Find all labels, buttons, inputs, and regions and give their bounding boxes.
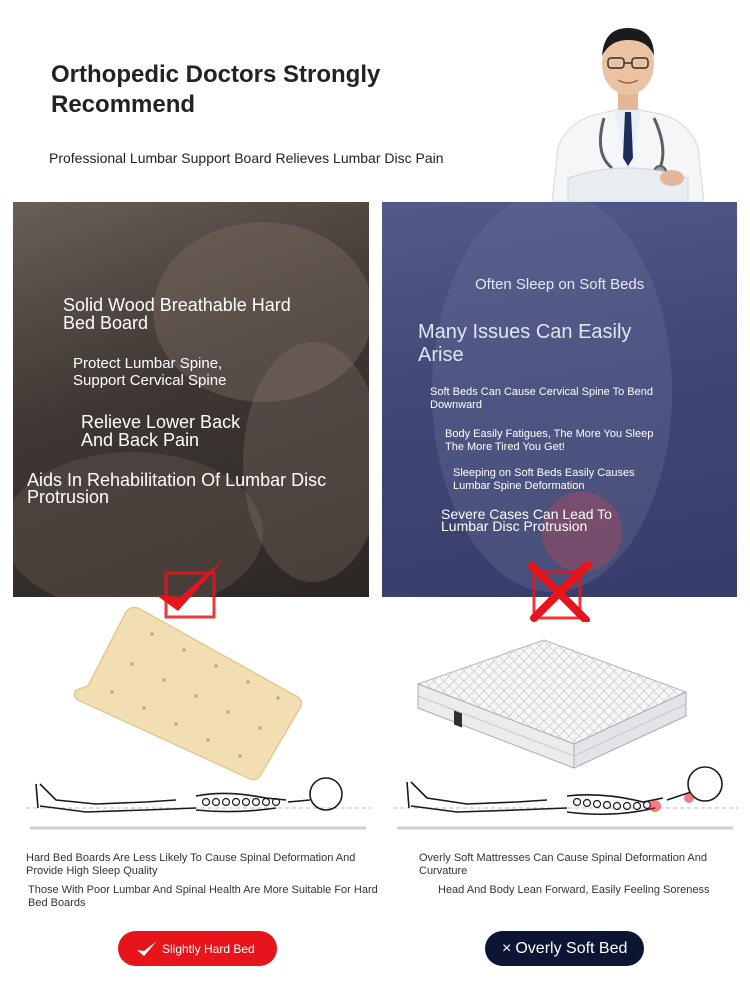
red-x-icon [526, 562, 592, 622]
left-caption-2: Those With Poor Lumbar And Spinal Health Are More Suitable For Hard Bed Boards [28, 884, 378, 909]
page-subtitle: Professional Lumbar Support Board Relieves Lumbar Disc Pain [49, 150, 444, 166]
left-benefit-3: Aids In Rehabilitation Of Lumbar Disc Protrusion [27, 470, 327, 507]
right-caption-2: Head And Body Lean Forward, Easily Feeling Soreness [438, 884, 710, 896]
right-issue-4: Severe Cases Can Lead To Lumbar Disc Protrusion [441, 506, 612, 534]
left-caption-1: Hard Bed Boards Are Less Likely To Cause Spinal Deformation And Provide High Sleep Quality [26, 852, 356, 877]
straight-spine-skeleton-icon [26, 770, 371, 830]
right-issue-2: Body Easily Fatigues, The More You Sleep The More Tired You Get! [445, 428, 654, 453]
left-benefit-2: Relieve Lower Back And Back Pain [81, 412, 241, 450]
left-benefit-1: Protect Lumbar Spine, Support Cervical Spine [73, 355, 227, 389]
left-panel-heading: Solid Wood Breathable Hard Bed Board [63, 295, 291, 333]
right-caption-1: Overly Soft Mattresses Can Cause Spinal Deformation And Curvature [419, 852, 707, 877]
spring-mattress-icon [414, 636, 690, 772]
white-x-icon: × [502, 939, 512, 957]
right-issue-3: Sleeping on Soft Beds Easily Causes Lumbar Spine Deformation [453, 467, 635, 492]
slightly-hard-bed-badge [118, 931, 277, 966]
right-issue-1: Soft Beds Can Cause Cervical Spine To Bend Downward [430, 386, 653, 411]
pain-point-lumbar-icon [649, 800, 661, 812]
pain-point-cervical-icon [684, 793, 694, 803]
page-title: Orthopedic Doctors Strongly Recommend [51, 61, 381, 118]
white-check-icon [136, 939, 158, 959]
curved-spine-skeleton-icon [393, 762, 738, 830]
overly-soft-bed-badge [485, 931, 644, 966]
doctor-illustration-icon [548, 18, 708, 202]
right-panel-intro: Often Sleep on Soft Beds [475, 276, 645, 293]
sleeping-mother-baby-photo [13, 202, 369, 597]
slightly-hard-bed-label: Slightly Hard Bed [162, 941, 255, 956]
right-panel-heading: Many Issues Can Easily Arise [418, 321, 632, 366]
soft-bed-issues-panel [382, 202, 737, 597]
overly-soft-bed-label: Overly Soft Bed [515, 939, 628, 957]
wooden-bed-board-icon [68, 604, 304, 782]
hard-board-benefits-panel [13, 202, 369, 597]
